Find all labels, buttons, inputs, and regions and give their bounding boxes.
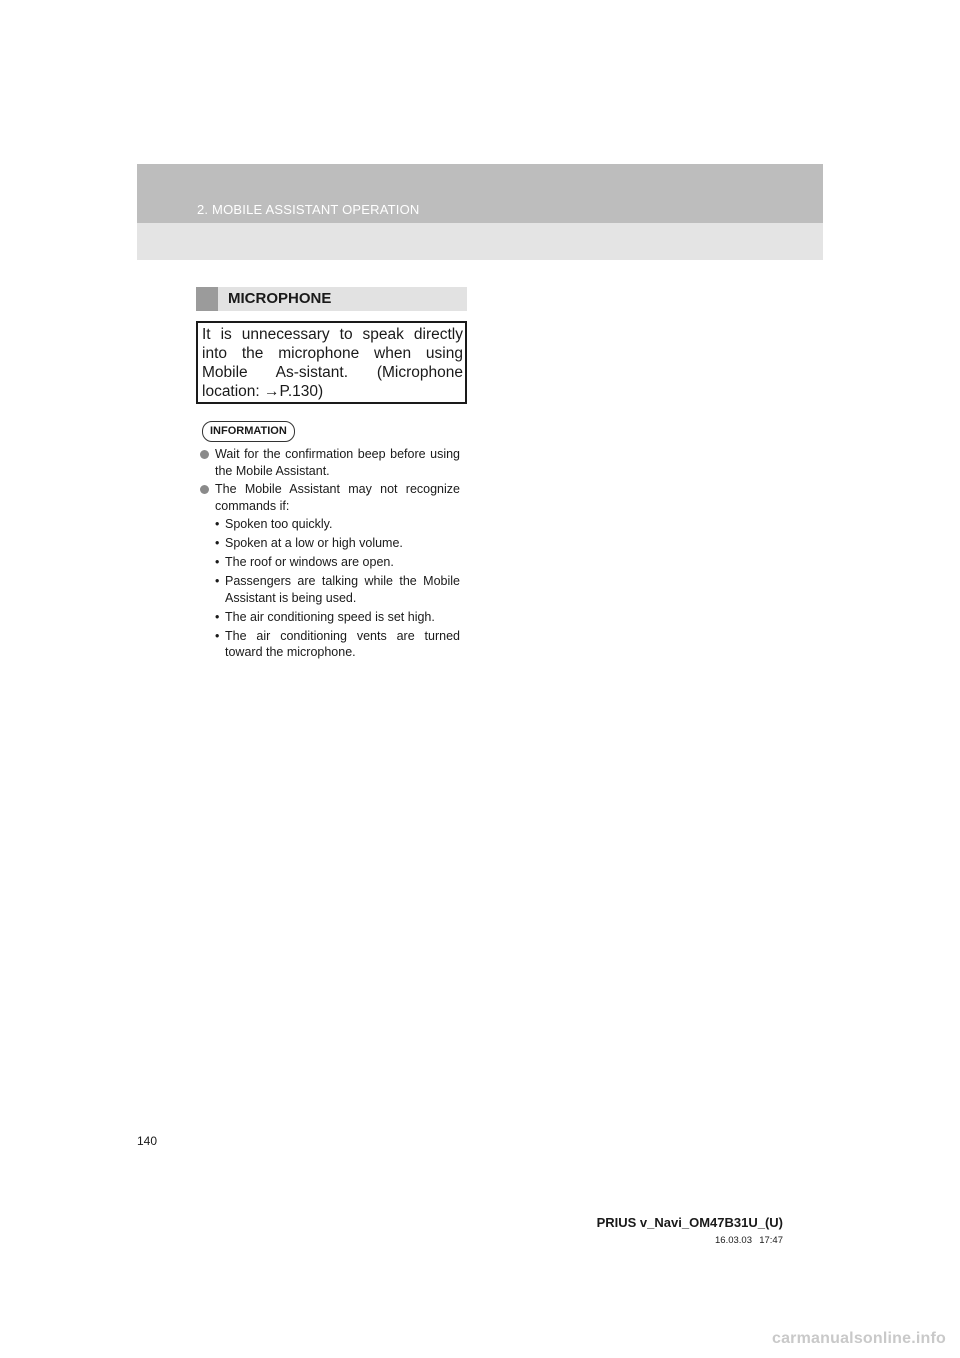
heading-marker	[196, 287, 218, 311]
header-top-bar	[137, 164, 823, 223]
condition-item	[215, 554, 460, 571]
condition-text: The air conditioning vents are turned toward the microphone.	[225, 628, 460, 659]
information-badge: INFORMATION	[202, 421, 295, 442]
information-item	[200, 446, 460, 479]
bullet-icon	[200, 485, 209, 494]
microphone-note-text: It is unnecessary to speak directly into the microphone when using Mobile As-sistant. (Microphone location: →P.130)	[202, 326, 463, 400]
information-item-text: Wait for the confirmation beep before using the Mobile Assistant.	[215, 447, 460, 478]
microphone-title: MICROPHONE	[228, 290, 332, 307]
microphone-note-box	[196, 321, 467, 404]
condition-item	[215, 573, 460, 606]
condition-item	[215, 609, 460, 626]
dot-icon: •	[215, 536, 220, 550]
condition-text: Passengers are talking while the Mobile Assistant is being used.	[225, 574, 460, 605]
document-code: PRIUS v_Navi_OM47B31U_(U)	[596, 1215, 783, 1230]
section-title: 2. MOBILE ASSISTANT OPERATION	[197, 202, 420, 217]
information-list	[200, 446, 460, 663]
dot-icon: •	[215, 517, 220, 531]
condition-text: Spoken too quickly.	[225, 517, 333, 531]
information-item	[200, 481, 460, 661]
bullet-icon	[200, 450, 209, 459]
dot-icon: •	[215, 555, 220, 569]
document-date: 16.03.03	[715, 1235, 752, 1246]
dot-icon: •	[215, 574, 220, 588]
condition-text: The roof or windows are open.	[225, 555, 394, 569]
watermark-link[interactable]: carmanualsonline.info	[771, 1330, 946, 1347]
dot-icon: •	[215, 628, 220, 643]
condition-item	[215, 516, 460, 533]
microphone-heading	[196, 287, 467, 311]
condition-text: Spoken at a low or high volume.	[225, 536, 403, 550]
condition-list	[215, 516, 460, 661]
dot-icon: •	[215, 609, 220, 624]
condition-item	[215, 628, 460, 661]
page-number: 140	[137, 1134, 158, 1148]
condition-item	[215, 535, 460, 552]
header-band	[137, 164, 823, 260]
condition-text: The air conditioning speed is set high.	[225, 609, 435, 624]
information-item-text: The Mobile Assistant may not recognize commands if:	[215, 482, 460, 513]
document-time: 17:47	[759, 1235, 783, 1246]
